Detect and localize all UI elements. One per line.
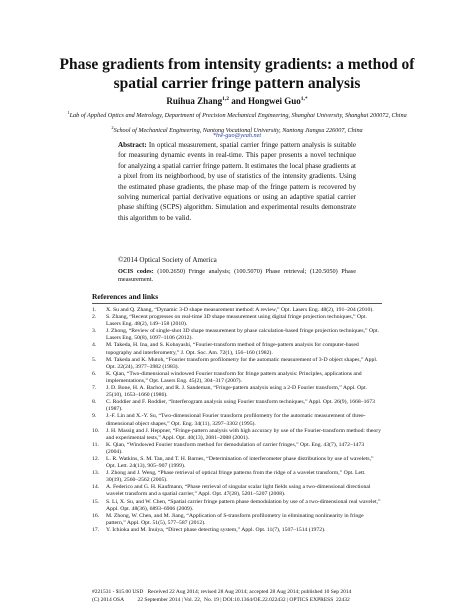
reference-text: Y. Ichioka and M. Inuiya, “Direct phase detecting system,” Appl. Opt. 11(7), 1507–1514 (1972).	[106, 526, 326, 533]
reference-number: 15.	[92, 498, 100, 505]
ocis-codes	[118, 268, 356, 284]
reference-number: 3.	[92, 328, 97, 335]
reference-text: C. Roddier and F. Roddier, “Interferogram analysis using Fourier transform techniques,” Appl. Opt. 26(9), 1668–1673 (1987).	[106, 399, 375, 413]
reference-number: 10.	[92, 427, 100, 434]
reference-number: 2.	[92, 314, 97, 321]
abstract-text: In optical measurement, spatial carrier fringe pattern analysis is suitable for measuring dynamic events in real-time. This paper presents a novel technique for analyzing a spatial carrier fringe pattern. It estimates the local phase gradients at a pixel from its neighborhood, by use of statistics of the intensity gradients. Using the estimated phase gradients, the phase map of the fringe pattern is recovered by solving numerical partial derivative equations or using an adaptive spatial carrier phase shifting (SCPS) algorithm. Simulation and experimental results demonstrate this algorithm to be valid.	[118, 141, 356, 222]
author-line	[40, 96, 434, 106]
reference-number: 14.	[92, 484, 100, 491]
reference-item	[92, 371, 382, 385]
reference-item	[92, 527, 382, 534]
author-affil-marker: 1,*	[300, 96, 308, 102]
reference-text: M. Takeda and K. Mutoh, “Fourier transform profilometry for the automatic measurement of 3-D object shapes,” Appl. Opt. 22(24), 3977–3982 (1983).	[106, 356, 378, 370]
reference-number: 11.	[92, 441, 99, 448]
author-name: Ruihua Zhang	[166, 96, 223, 106]
divider	[92, 303, 382, 304]
reference-number: 16.	[92, 512, 100, 519]
footer-journal-line: (C) 2014 OSA 22 September 2014 | Vol. 22, No. 19 | DOI:10.1364/OE.22.022432 | OPTICS EXPRESS 22432	[92, 597, 350, 603]
reference-item	[92, 470, 382, 484]
reference-text: S. Li, X. Su, and W. Chen, “Spatial carrier fringe pattern phase demodulation by use of a two-dimensional real wavelet,” Appl. Opt. 48(36), 6893–6906 (2009).	[106, 498, 381, 512]
affiliation-text: School of Mechanical Engineering, Nantong Vocational University, Nantong Jiangsu 226007, China	[113, 127, 363, 135]
reference-text: S. Zhang, “Recent progresses on real-time 3D shape measurement using digital fringe projection techniques,” Opt. Lasers Eng. 48(2), 149–158 (2010).	[106, 314, 367, 328]
reference-text: K. Qian, “Windowed Fourier transform method for demodulation of carrier fringes,” Opt. Eng. 43(7), 1472–1473 (2004).	[106, 441, 365, 455]
abstract	[118, 140, 356, 223]
reference-item	[92, 314, 382, 328]
reference-number: 12.	[92, 455, 100, 462]
references-heading: References and links	[92, 292, 159, 301]
ocis-label: OCIS codes:	[118, 268, 154, 275]
ocis-text: (100.2650) Fringe analysis; (100.5070) Phase retrieval; (120.5050) Phase measurement.	[118, 268, 356, 283]
reference-number: 5.	[92, 356, 97, 363]
reference-number: 6.	[92, 370, 97, 377]
reference-item	[92, 513, 382, 527]
affiliation-marker: 2	[111, 125, 114, 130]
reference-number: 13.	[92, 470, 100, 477]
copyright-notice: ©2014 Optical Society of America	[118, 256, 217, 264]
reference-number: 4.	[92, 342, 97, 349]
reference-text: J. H. Massig and J. Heppner, “Fringe-pattern analysis with high accuracy by use of the Fourier-transform method: theory and experimental tests,” Appl. Opt. 40(13), 2081–2088 (2001).	[106, 427, 381, 441]
reference-text: J. D. Bone, H. A. Bachor, and R. J. Sandeman, “Fringe-pattern analysis using a 2-D Fourier transform,” Appl. Opt. 25(10), 1653–1660 (1986).	[106, 385, 368, 399]
reference-number: 1.	[92, 307, 97, 313]
author-conjunction: and	[229, 96, 249, 106]
reference-number: 17.	[92, 526, 100, 533]
footer-received-line: #221531 - $15.00 USD Received 22 Aug 2014; revised 28 Aug 2014; accepted 28 Aug 2014; published 10 Sep 2014	[92, 589, 352, 595]
reference-item	[92, 442, 382, 456]
reference-text: J. Zhong and J. Weng, “Phase retrieval of optical fringe patterns from the ridge of a wavelet transform,” Opt. Lett. 30(19), 2560–2562 (2005).	[106, 470, 366, 484]
reference-number: 8.	[92, 399, 97, 406]
reference-item	[92, 357, 382, 371]
affiliation-marker: 1	[67, 110, 70, 115]
reference-item	[92, 413, 382, 427]
reference-item	[92, 399, 382, 413]
reference-text: J.-F. Lin and X.-Y. Su, “Two-dimensional Fourier transform profilometry for the automatic measurement of three-dimensional object shapes,” Opt. Eng. 34(11), 3297–3302 (1995).	[106, 413, 366, 427]
affiliation	[30, 109, 444, 119]
reference-item	[92, 456, 382, 470]
author-name: Hongwei Guo	[248, 96, 301, 106]
reference-item	[92, 484, 382, 498]
affiliation-text: Lab of Applied Optics and Metrology, Department of Precision Mechanical Engineering, Shanghai University, Shanghai 200072, China	[69, 112, 407, 120]
abstract-label: Abstract:	[118, 141, 147, 149]
reference-item	[92, 328, 382, 342]
reference-text: A. Federico and G. H. Kaufmann, “Phase retrieval of singular scalar light fields using a two-dimensional directional wavelet transform and a spatial carrier,” Appl. Opt. 47(28), 5201–5207 (2008).	[106, 484, 371, 498]
reference-text: K. Qian, “Two-dimensional windowed Fourier transform for fringe pattern analysis: Principles, applications and implementations,” Opt. Lasers Eng. 45(2), 304–317 (2007).	[106, 370, 362, 384]
reference-number: 9.	[92, 413, 97, 420]
reference-text: M. Zhong, W. Chen, and M. Jiang, “Application of S-transform profilometry in eliminating nonlinearity in fringe pattern,” Appl. Opt. 51(5), 577–587 (2012).	[106, 512, 364, 526]
reference-item	[92, 428, 382, 442]
reference-text: J. Zhong, “Review of single-shot 3D shape measurement by phase calculation-based fringe projection techniques,” Opt. Lasers Eng. 50(8), 1097–1106 (2012).	[106, 328, 379, 342]
reference-text: M. Takeda, H. Ina, and S. Kobayashi, “Fourier-transform method of fringe-pattern analysis for computer-based topography and interferometry,” J. Opt. Soc. Am. 72(1), 156–160 (1982).	[106, 342, 359, 356]
reference-number: 7.	[92, 385, 97, 392]
corresponding-email[interactable]: *hw-guo@yeah.net	[212, 132, 262, 139]
reference-item	[92, 342, 382, 356]
reference-list	[92, 307, 382, 534]
reference-item	[92, 385, 382, 399]
author-affil-marker: 1,2	[222, 96, 229, 102]
reference-text: L. R. Watkins, S. M. Tan, and T. H. Barnes, “Determination of interferometer phase distributions by use of wavelets,” Opt. Lett. 24(13), 905–907 (1999).	[106, 455, 374, 470]
paper-title: Phase gradients from intensity gradients: a method of spatial carrier fringe pattern analysis	[59, 56, 415, 92]
reference-text: X. Su and Q. Zhang, “Dynamic 3-D shape measurement method: A review,” Opt. Lasers Eng. 48(2), 191–204 (2010).	[106, 307, 374, 313]
reference-item	[92, 499, 382, 513]
